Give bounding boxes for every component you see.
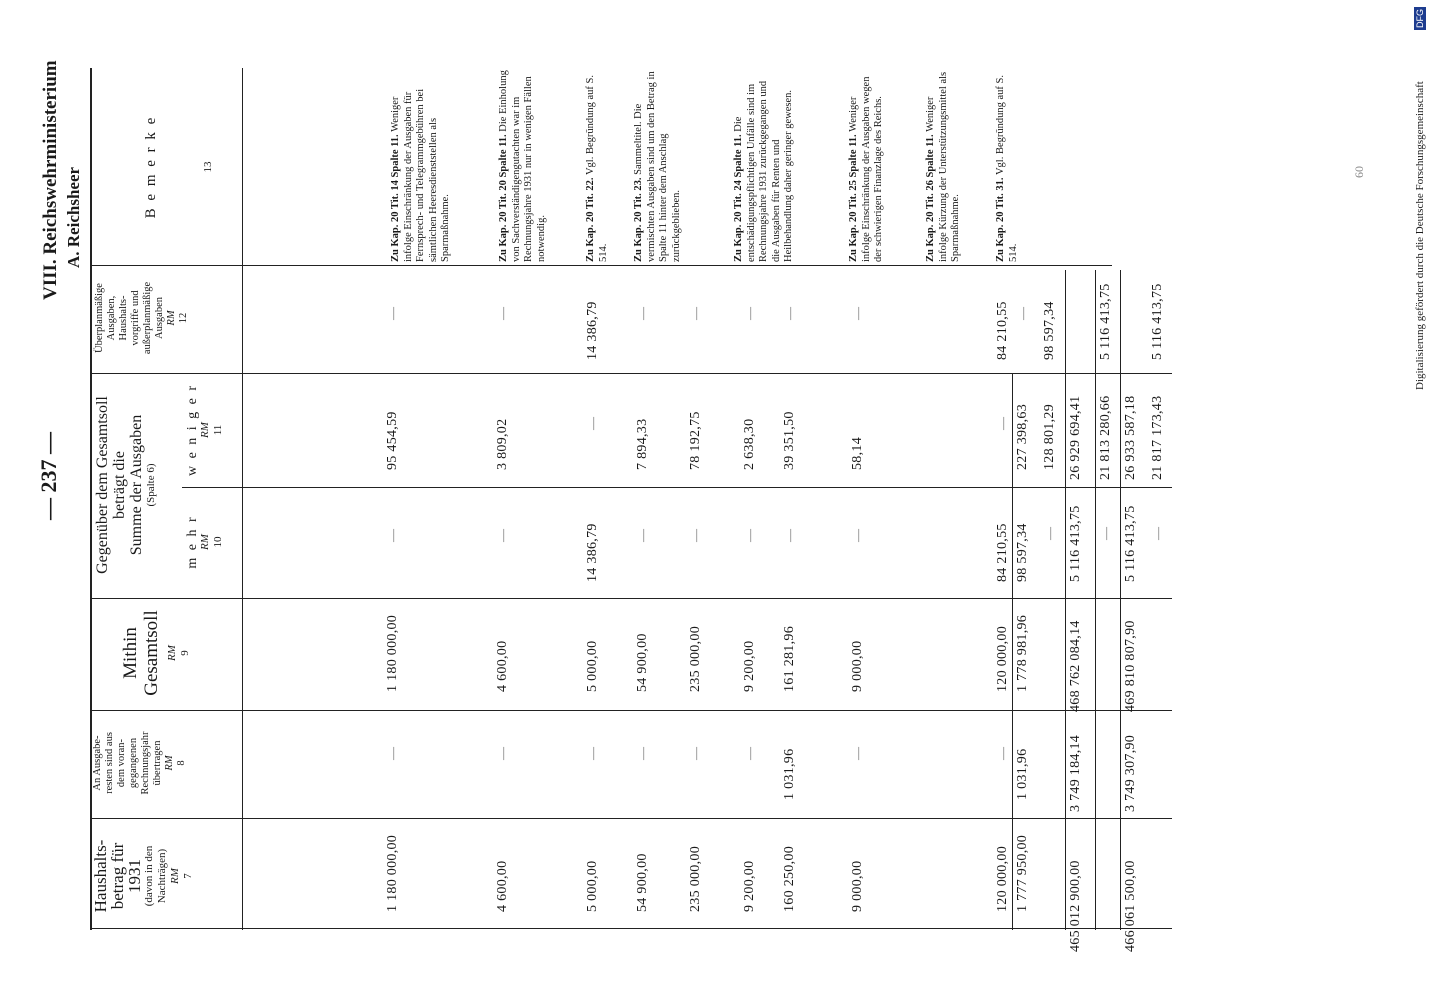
row-7-c8: 1 031,96 <box>782 748 797 800</box>
remark-text: Die Einholung von Sachverständigengutachten war im Rechnungsjahre 1931 nur in wenigen Fällen notwendig. <box>498 70 547 262</box>
sum2-col11b: 21 813 280,66 <box>1098 395 1113 480</box>
digitization-note: Digitalisierung gefördert durch die Deutsche Forschungsgemeinschaft <box>1414 81 1426 390</box>
row-8-c7: 9 000,00 <box>850 860 865 912</box>
sum1-col12b: 98 597,34 <box>1042 301 1057 360</box>
row-9-c7: 120 000,00 <box>995 846 1010 912</box>
row-5-c9: 235 000,00 <box>688 626 703 692</box>
row-5-c11: 78 192,75 <box>688 411 703 470</box>
row-4-c12: — <box>635 307 650 320</box>
sum1-col10b: — <box>1042 527 1057 540</box>
row-4-c9: 54 900,00 <box>635 633 650 692</box>
header-col12: Überplanmäßige Ausgaben, Haushalts- vorgriffe und außerplanmäßige Ausgaben RM 12 <box>94 281 189 355</box>
row-3-c9: 5 000,00 <box>585 640 600 692</box>
row-6-c9: 9 200,00 <box>742 640 757 692</box>
row-8-c11: 58,14 <box>850 437 865 470</box>
table-left-edge <box>92 928 1172 929</box>
row-5-c10: — <box>688 529 703 542</box>
row-1-c11: 95 454,59 <box>385 411 400 470</box>
remark-ref: Zu Kap. 20 Tit. 20 Spalte 11. <box>498 134 509 262</box>
row-3-c7: 5 000,00 <box>585 860 600 912</box>
row-9-c12: 84 210,55 <box>995 301 1010 360</box>
row-2-c7: 4 600,00 <box>495 860 510 912</box>
col-sep-8-9 <box>92 710 1172 711</box>
remark-6 <box>848 70 918 262</box>
sum-rule-1 <box>1012 374 1013 930</box>
row-3-c10: 14 386,79 <box>585 523 600 582</box>
sum1-col11b: 128 801,29 <box>1042 404 1057 470</box>
sum2-col9: 468 762 084,14 <box>1068 620 1083 712</box>
sum2-col10b: — <box>1098 527 1113 540</box>
row-4-c8: — <box>635 747 650 760</box>
row-7-c12: — <box>782 307 797 320</box>
row-8-c8: — <box>850 747 865 760</box>
sum1-col10a: 98 597,34 <box>1015 523 1030 582</box>
sum1-col12a: — <box>1015 307 1030 320</box>
ministry-title: VIII. Reichswehrministerium <box>40 60 61 300</box>
sum2-col7: 465 012 900,00 <box>1068 860 1083 952</box>
header-col7: Haushalts- betrag für 1931 (davon in den Nachträgen) RM 7 <box>91 839 194 913</box>
row-5-c12: — <box>688 307 703 320</box>
row-6-c12: — <box>742 307 757 320</box>
row-5-c8: — <box>688 747 703 760</box>
sum2-col8: 3 749 184,14 <box>1068 734 1083 812</box>
sum-rule-3 <box>1095 270 1096 930</box>
row-3-c12: 14 386,79 <box>585 301 600 360</box>
remark-ref: Zu Kap. 20 Tit. 22. <box>585 177 596 262</box>
row-8-c12: — <box>850 307 865 320</box>
remark-text: Die entschädigungspflichtigen Unfälle sind im Rechnungsjahre 1931 zurückgegangen und die Ausgaben für Renten und Heilbehandlung daher geringer gewesen. <box>733 80 794 262</box>
header-col8: An Ausgabe- resten sind aus dem voran- gegangenen Rechnungsjahr übertragen RM 8 <box>92 731 187 795</box>
row-6-c10: — <box>742 529 757 542</box>
sum1-col7: 1 777 950,00 <box>1015 834 1030 912</box>
remark-text: Vgl. Begründung auf S. 514. <box>585 75 609 262</box>
row-4-c11: 7 894,33 <box>635 418 650 470</box>
row-1-c12: — <box>385 307 400 320</box>
row-9-c10: 84 210,55 <box>995 523 1010 582</box>
col-sep-10-11 <box>182 487 1172 488</box>
remark-ref: Zu Kap. 20 Tit. 23. <box>633 177 644 262</box>
col-sep-9-10 <box>92 598 1172 599</box>
row-2-c12: — <box>495 307 510 320</box>
remark-4 <box>633 70 728 262</box>
remark-ref: Zu Kap. 20 Tit. 14 Spalte 11. <box>390 134 401 262</box>
row-1-c7: 1 180 000,00 <box>385 834 400 912</box>
row-1-c8: — <box>385 747 400 760</box>
header-col10: m e h r RM 10 <box>185 515 224 569</box>
row-8-c9: 9 000,00 <box>850 640 865 692</box>
row-6-c11: 2 638,30 <box>742 418 757 470</box>
remark-1 <box>390 70 488 262</box>
row-2-c9: 4 600,00 <box>495 640 510 692</box>
row-7-c7: 160 250,00 <box>782 846 797 912</box>
row-1-c9: 1 180 000,00 <box>385 614 400 692</box>
remark-8 <box>995 70 1035 262</box>
remark-7 <box>925 70 985 262</box>
header-col11: w e n i g e r RM 11 <box>185 383 224 477</box>
row-7-c10: — <box>782 529 797 542</box>
header-rule <box>242 68 243 930</box>
page-number: — 237 — <box>36 432 61 520</box>
sum-rule-2 <box>1065 270 1066 930</box>
dfg-logo: DFG <box>1415 9 1425 28</box>
row-2-c11: 3 809,02 <box>495 418 510 470</box>
marginal-number: 60 <box>1352 166 1366 178</box>
remark-3 <box>585 70 625 262</box>
header-col9: Mithin Gesamtsoll RM 9 <box>120 610 191 696</box>
row-7-c11: 39 351,50 <box>782 411 797 470</box>
remark-text: Weniger infolge Einschränkung der Ausgaben für Fernsprech- und Telegrammgebühren bei sämtlichen Heeresdienststellen als Sparmaßnahme. <box>390 88 451 262</box>
remark-ref: Zu Kap. 20 Tit. 25 Spalte 11. <box>848 134 859 262</box>
remark-ref: Zu Kap. 20 Tit. 24 Spalte 11. <box>733 134 744 262</box>
col-sep-11-12 <box>92 373 1172 374</box>
row-6-c7: 9 200,00 <box>742 860 757 912</box>
remark-5 <box>733 70 843 262</box>
remark-text: Vgl. Begründung auf S. 514. <box>995 75 1019 262</box>
row-3-c8: — <box>585 747 600 760</box>
sum3-col12: 5 116 413,75 <box>1150 283 1165 360</box>
row-8-c10: — <box>850 529 865 542</box>
sum3-col10a: 5 116 413,75 <box>1123 505 1138 582</box>
row-4-c10: — <box>635 529 650 542</box>
sum3-col7: 466 061 500,00 <box>1123 860 1138 952</box>
header-col10-11-group: Gegenüber dem Gesamtsoll beträgt die Summe der Ausgaben (Spalte 6) <box>94 396 157 574</box>
row-1-c10: — <box>385 529 400 542</box>
sum3-col8: 3 749 307,90 <box>1123 734 1138 812</box>
row-4-c7: 54 900,00 <box>635 853 650 912</box>
sum3-col9: 469 810 807,90 <box>1123 620 1138 712</box>
sum2-col10a: 5 116 413,75 <box>1068 505 1083 582</box>
remark-text: Sammeltitel. Die vermischten Ausgaben sind um den Betrag in Spalte 11 hinter dem Anschlag zurückgeblieben. <box>633 71 682 262</box>
sum1-col8: 1 031,96 <box>1015 748 1030 800</box>
sum3-col10b: — <box>1150 527 1165 540</box>
remark-text: Weniger infolge Kürzung der Unterstützungsmittel als Sparmaßnahme. <box>925 71 961 262</box>
row-2-c8: — <box>495 747 510 760</box>
sum-rule-4 <box>1120 270 1121 930</box>
sum3-col11a: 26 933 587,18 <box>1123 395 1138 480</box>
remark-ref: Zu Kap. 20 Tit. 31. <box>995 177 1006 262</box>
header-col13: B e m e r k e 13 <box>143 115 214 219</box>
col-sep-7-8 <box>92 818 1172 819</box>
row-7-c9: 161 281,96 <box>782 626 797 692</box>
col-sep-12-13 <box>92 265 1112 266</box>
row-3-c11: — <box>585 417 600 430</box>
remark-text: Weniger infolge Einschränkung der Ausgaben wegen der schwierigen Finanzlage des Reichs. <box>848 76 884 262</box>
row-2-c10: — <box>495 529 510 542</box>
row-9-c9: 120 000,00 <box>995 626 1010 692</box>
remark-2 <box>498 70 578 262</box>
row-9-c8: — <box>995 747 1010 760</box>
row-5-c7: 235 000,00 <box>688 846 703 912</box>
sum2-col12: 5 116 413,75 <box>1098 283 1113 360</box>
row-6-c8: — <box>742 747 757 760</box>
sum1-col11a: 227 398,63 <box>1015 404 1030 470</box>
row-9-c11: — <box>995 417 1010 430</box>
sum1-col9: 1 778 981,96 <box>1015 614 1030 692</box>
sum2-col11a: 26 929 694,41 <box>1068 395 1083 480</box>
remark-ref: Zu Kap. 20 Tit. 26 Spalte 11. <box>925 134 936 262</box>
section-title: A. Reichsheer <box>64 166 83 268</box>
sum3-col11b: 21 817 173,43 <box>1150 395 1165 480</box>
